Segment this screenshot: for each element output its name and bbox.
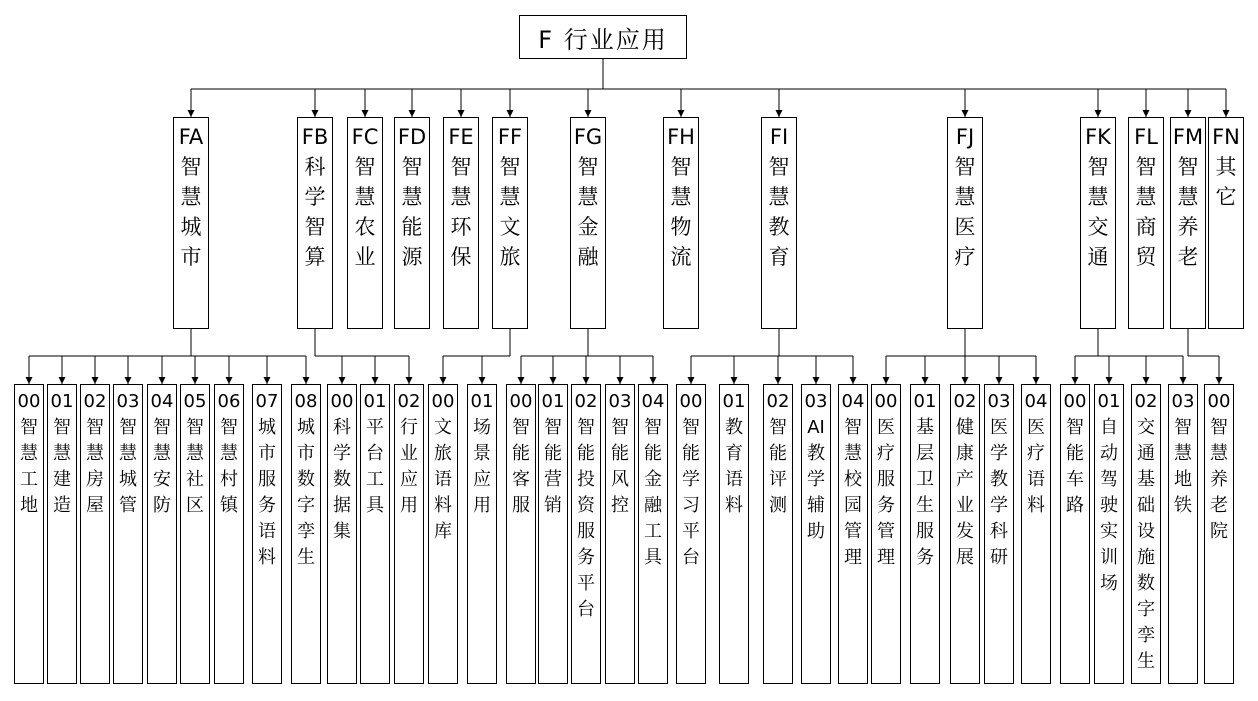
- leaf-node-label: 智能车路: [1066, 417, 1084, 516]
- leaf-node-label: 医学教学科研: [990, 417, 1008, 568]
- leaf-node: [1094, 384, 1124, 684]
- category-arrow: [409, 110, 416, 117]
- leaf-node-label: 城市服务语料: [258, 417, 276, 568]
- leaf-node: [506, 384, 536, 684]
- category-node: [492, 117, 528, 329]
- leaf-node-code: 07: [255, 391, 279, 412]
- category-node-code: FE: [448, 125, 474, 149]
- leaf-arrow: [26, 377, 33, 384]
- leaf-node-code: 01: [541, 391, 565, 412]
- category-node-label: 智慧农业: [354, 155, 376, 269]
- category-node-label: 智慧文旅: [499, 155, 521, 269]
- leaf-node: [763, 384, 793, 684]
- leaf-arrow: [372, 377, 379, 384]
- leaf-arrow: [1180, 377, 1187, 384]
- leaf-node-label: 科学数据集: [333, 417, 351, 542]
- leaf-arrow: [922, 377, 929, 384]
- leaf-node: [801, 384, 831, 684]
- category-node: [761, 117, 797, 329]
- leaf-node-label: 文旅语料库: [434, 417, 452, 542]
- leaf-node-label: AI教学辅助: [807, 417, 825, 542]
- leaf-arrow: [962, 377, 969, 384]
- category-node-code: FD: [397, 125, 427, 149]
- leaf-node-label: 智慧村镇: [220, 417, 238, 516]
- leaf-arrow: [1216, 377, 1223, 384]
- leaf-node-label: 平台工具: [366, 417, 384, 516]
- category-node-code: FA: [178, 125, 204, 149]
- leaf-node-code: 00: [1207, 391, 1231, 412]
- leaf-node: [910, 384, 940, 684]
- category-node-label: 智慧交通: [1087, 155, 1109, 269]
- leaf-node: [984, 384, 1014, 684]
- category-node-code: FK: [1085, 125, 1111, 149]
- leaf-node-label: 智能学习平台: [682, 417, 700, 568]
- leaf-node-label: 医疗语料: [1027, 417, 1045, 516]
- leaf-arrow: [59, 377, 66, 384]
- leaf-node-code: 03: [804, 391, 828, 412]
- leaf-node: [1131, 384, 1161, 684]
- category-arrow: [1185, 110, 1192, 117]
- leaf-node: [950, 384, 980, 684]
- leaf-node-code: 06: [217, 391, 241, 412]
- leaf-node-code: 00: [509, 391, 533, 412]
- leaf-node-label: 智能评测: [769, 417, 787, 516]
- leaf-node-label: 智慧建造: [53, 417, 71, 516]
- leaf-node-code: 02: [766, 391, 790, 412]
- category-arrow: [458, 110, 465, 117]
- category-node-code: FJ: [955, 125, 975, 149]
- leaf-node-code: 01: [1097, 391, 1121, 412]
- category-node: [1080, 117, 1116, 329]
- leaf-node-code: 03: [1171, 391, 1195, 412]
- leaf-node-label: 智慧房屋: [86, 417, 104, 516]
- leaf-node-label: 智慧校园管理: [844, 417, 862, 568]
- leaf-node-label: 智能客服: [512, 417, 530, 516]
- leaf-arrow: [775, 377, 782, 384]
- leaf-arrow: [479, 377, 486, 384]
- category-node: [347, 117, 383, 329]
- root-label: F 行业应用: [538, 25, 668, 54]
- category-node-code: FI: [769, 125, 789, 149]
- leaf-arrow: [1143, 377, 1150, 384]
- leaf-node: [113, 384, 143, 684]
- leaf-node-label: 智慧工地: [20, 417, 38, 516]
- leaf-arrow: [406, 377, 413, 384]
- leaf-node: [571, 384, 601, 684]
- leaf-node: [838, 384, 868, 684]
- leaf-arrow: [226, 377, 233, 384]
- leaf-node-code: 02: [574, 391, 598, 412]
- leaf-arrow: [1072, 377, 1079, 384]
- leaf-node-label: 智慧社区: [186, 417, 204, 516]
- category-node-label: 智慧商贸: [1135, 155, 1157, 269]
- category-arrow: [1143, 110, 1150, 117]
- leaf-node: [360, 384, 390, 684]
- category-node: [1128, 117, 1164, 329]
- category-arrow: [585, 110, 592, 117]
- category-node: [173, 117, 209, 329]
- leaf-node-label: 智慧城管: [119, 417, 137, 516]
- leaf-arrow: [518, 377, 525, 384]
- leaf-node-label: 教育语料: [725, 417, 743, 516]
- leaf-node: [638, 384, 668, 684]
- category-node: [1208, 117, 1244, 329]
- category-arrow: [312, 110, 319, 117]
- leaf-node: [47, 384, 77, 684]
- leaf-node-label: 智慧安防: [153, 417, 171, 516]
- category-node: [1170, 117, 1206, 329]
- leaf-node: [428, 384, 458, 684]
- category-node: [443, 117, 479, 329]
- leaf-node: [605, 384, 635, 684]
- leaf-node: [394, 384, 424, 684]
- leaf-node: [1060, 384, 1090, 684]
- leaf-node-code: 02: [83, 391, 107, 412]
- leaf-node-label: 行业应用: [400, 417, 418, 516]
- leaf-node-code: 00: [330, 391, 354, 412]
- leaf-arrow: [1106, 377, 1113, 384]
- leaf-arrow: [617, 377, 624, 384]
- leaf-node: [14, 384, 44, 684]
- category-arrow: [1095, 110, 1102, 117]
- leaf-arrow: [303, 377, 310, 384]
- leaf-node: [291, 384, 321, 684]
- leaf-node: [1168, 384, 1198, 684]
- leaf-node: [147, 384, 177, 684]
- leaf-node-code: 01: [470, 391, 494, 412]
- leaf-node: [676, 384, 706, 684]
- category-node-code: FG: [573, 125, 603, 149]
- leaf-arrow: [850, 377, 857, 384]
- category-arrow: [962, 110, 969, 117]
- category-node-label: 智慧医疗: [954, 155, 976, 269]
- leaf-node: [214, 384, 244, 684]
- leaf-node-label: 智能金融工具: [644, 417, 662, 568]
- leaf-arrow: [1033, 377, 1040, 384]
- category-node-label: 智慧环保: [450, 155, 472, 269]
- leaf-node-label: 智能风控: [611, 417, 629, 516]
- category-arrow: [678, 110, 685, 117]
- leaf-arrow: [550, 377, 557, 384]
- category-arrow: [1223, 110, 1230, 117]
- leaf-node-label: 智慧地铁: [1174, 417, 1192, 516]
- leaf-node-code: 02: [1134, 391, 1158, 412]
- category-node-code: FH: [667, 125, 695, 149]
- leaf-node: [327, 384, 357, 684]
- leaf-node-code: 01: [913, 391, 937, 412]
- category-arrow: [188, 110, 195, 117]
- leaf-arrow: [688, 377, 695, 384]
- leaf-node-code: 04: [150, 391, 174, 412]
- category-node-code: FB: [301, 125, 329, 149]
- leaf-node-label: 健康产业发展: [956, 417, 974, 568]
- leaf-node-code: 03: [608, 391, 632, 412]
- leaf-node-label: 智能投资服务平台: [577, 417, 595, 620]
- leaf-node: [252, 384, 282, 684]
- leaf-arrow: [92, 377, 99, 384]
- leaf-node-code: 00: [1063, 391, 1087, 412]
- leaf-arrow: [883, 377, 890, 384]
- category-node-label: 其它: [1215, 155, 1237, 209]
- leaf-node-code: 03: [116, 391, 140, 412]
- leaf-node: [80, 384, 110, 684]
- category-node-label: 智慧城市: [180, 155, 202, 269]
- leaf-node-code: 04: [841, 391, 865, 412]
- leaf-arrow: [813, 377, 820, 384]
- leaf-node-code: 04: [641, 391, 665, 412]
- leaf-arrow: [159, 377, 166, 384]
- leaf-arrow: [583, 377, 590, 384]
- leaf-node-label: 医疗服务管理: [877, 417, 895, 568]
- category-arrow: [507, 110, 514, 117]
- leaf-arrow: [125, 377, 132, 384]
- leaf-arrow: [996, 377, 1003, 384]
- leaf-node-label: 智慧养老院: [1210, 417, 1228, 542]
- leaf-node-code: 00: [17, 391, 41, 412]
- category-node: [394, 117, 430, 329]
- leaf-node-label: 城市数字孪生: [297, 417, 315, 568]
- leaf-node-code: 05: [183, 391, 207, 412]
- leaf-node-label: 基层卫生服务: [916, 417, 934, 568]
- category-node: [570, 117, 606, 329]
- leaf-node-code: 00: [431, 391, 455, 412]
- category-node-label: 智慧金融: [577, 155, 599, 269]
- leaf-node-code: 01: [363, 391, 387, 412]
- leaf-arrow: [264, 377, 271, 384]
- leaf-node-label: 交通基础设施数字孪生: [1137, 417, 1155, 672]
- category-node-label: 智慧物流: [670, 155, 692, 269]
- leaf-node: [871, 384, 901, 684]
- leaf-node-label: 自动驾驶实训场: [1100, 417, 1118, 594]
- leaf-arrow: [440, 377, 447, 384]
- category-node-code: FM: [1172, 125, 1204, 149]
- category-arrow: [776, 110, 783, 117]
- leaf-node: [719, 384, 749, 684]
- category-node-code: FL: [1134, 125, 1158, 149]
- leaf-node-label: 智能营销: [544, 417, 562, 516]
- category-node-code: FC: [351, 125, 379, 149]
- category-node-label: 智慧养老: [1177, 155, 1199, 269]
- leaf-node-code: 02: [397, 391, 421, 412]
- category-node: [297, 117, 333, 329]
- category-node-label: 智慧能源: [401, 155, 423, 269]
- leaf-node-code: 00: [874, 391, 898, 412]
- leaf-node-code: 04: [1024, 391, 1048, 412]
- leaf-arrow: [339, 377, 346, 384]
- leaf-node: [467, 384, 497, 684]
- leaf-node-code: 01: [722, 391, 746, 412]
- leaf-node: [538, 384, 568, 684]
- leaf-node-code: 02: [953, 391, 977, 412]
- leaf-node-code: 01: [50, 391, 74, 412]
- category-node-code: FN: [1212, 125, 1240, 149]
- leaf-node: [180, 384, 210, 684]
- leaf-node-code: 08: [294, 391, 318, 412]
- leaf-node: [1204, 384, 1234, 684]
- leaf-arrow: [192, 377, 199, 384]
- leaf-node-code: 03: [987, 391, 1011, 412]
- category-node: [947, 117, 983, 329]
- category-arrow: [362, 110, 369, 117]
- leaf-node-code: 00: [679, 391, 703, 412]
- leaf-node: [1021, 384, 1051, 684]
- leaf-node-label: 场景应用: [473, 417, 491, 516]
- leaf-arrow: [650, 377, 657, 384]
- leaf-arrow: [731, 377, 738, 384]
- category-node: [663, 117, 699, 329]
- category-node-code: FF: [497, 125, 523, 149]
- root-node: [519, 15, 687, 59]
- category-node-label: 智慧教育: [768, 155, 790, 269]
- category-node-label: 科学智算: [304, 155, 326, 269]
